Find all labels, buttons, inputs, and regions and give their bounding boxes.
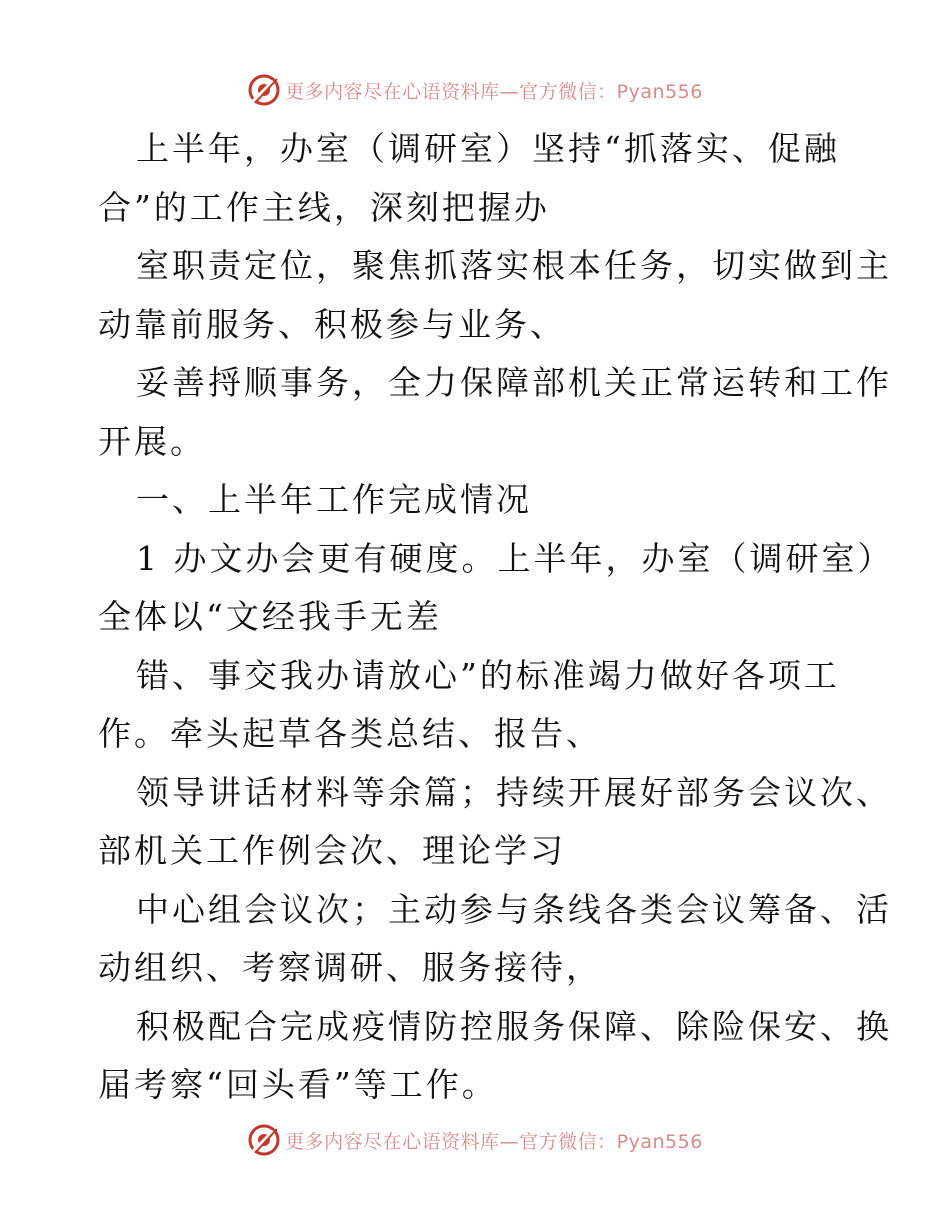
paragraph-line: 全体以“文经我手无差 [98, 597, 442, 636]
header-watermark-text: 更多内容尽在心语资料库—官方微信：Pyan556 [285, 80, 703, 103]
paragraph-line: 合”的工作主线，深刻把握办 [98, 187, 550, 227]
paragraph-line: 错、事交我办请放心”的标准竭力做好各项工 [136, 655, 840, 695]
paragraph-line: 部机关工作例会次、理论学习 [98, 831, 566, 870]
document-body [98, 120, 894, 1115]
brand-logo-icon [247, 73, 281, 107]
paragraph-line: 中心组会议次；主动参与条线各类会议筹备、活 [136, 889, 892, 929]
paragraph-line: 届考察“回头看”等工作。 [98, 1065, 498, 1104]
paragraph-line: 动组织、考察调研、服务接待， [98, 948, 602, 987]
paragraph-line: 上半年，办室（调研室）坚持“抓落实、促融 [136, 129, 840, 168]
footer-watermark-banner [0, 1120, 950, 1160]
footer-watermark-text: 更多内容尽在心语资料库—官方微信：Pyan556 [285, 1130, 703, 1153]
section-heading: 一、上半年工作完成情况 [136, 480, 532, 519]
paragraph-line: 1 办文办会更有硬度。上半年，办室（调研室） [136, 538, 894, 578]
paragraph-line: 开展。 [98, 421, 206, 461]
brand-logo-icon [247, 1123, 281, 1157]
paragraph-line: 作。牵头起草各类总结、报告、 [98, 714, 602, 753]
paragraph-line: 积极配合完成疫情防控服务保障、除险保安、换 [136, 1006, 892, 1046]
paragraph-line: 妥善捋顺事务，全力保障部机关正常运转和工作 [136, 363, 892, 402]
header-watermark-banner [0, 70, 950, 110]
paragraph-line: 室职责定位，聚焦抓落实根本任务，切实做到主 [136, 246, 892, 285]
paragraph-line: 领导讲话材料等余篇；持续开展好部务会议次、 [136, 772, 892, 812]
paragraph-line: 动靠前服务、积极参与业务、 [98, 304, 566, 344]
